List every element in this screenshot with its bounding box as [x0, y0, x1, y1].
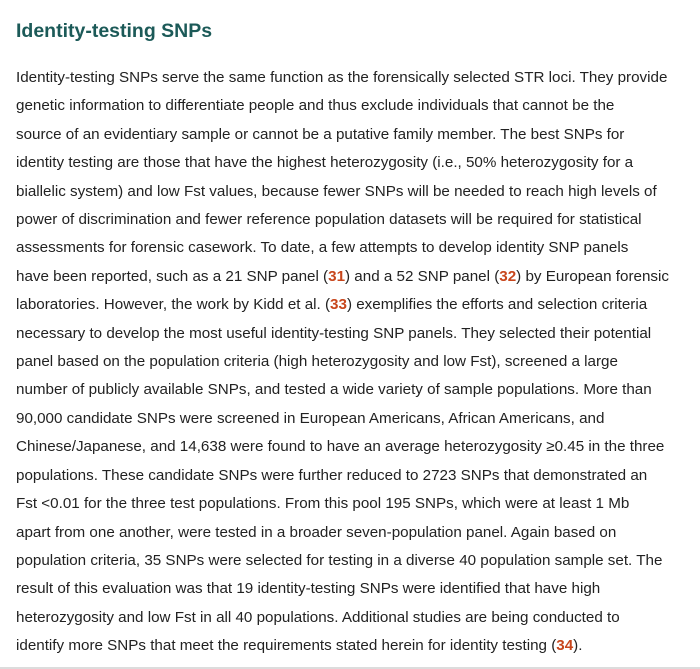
text-line: [16, 291, 692, 319]
text-line: [16, 462, 692, 490]
text-line: [16, 604, 692, 632]
reference-link-31[interactable]: 31: [328, 267, 346, 285]
text-line: [16, 376, 692, 404]
text-line: [16, 575, 692, 603]
text-line: [16, 206, 692, 234]
text-segment: identity testing are those that have the highest heterozygosity (i.e., 50% heterozygosity for a: [16, 154, 634, 172]
text-segment: result of this evaluation was that 19 identity-testing SNPs were identified that have high: [16, 580, 601, 598]
text-segment: biallelic system) and low Fst values, because fewer SNPs will be needed to reach high levels of: [16, 182, 657, 200]
reference-link-33[interactable]: 33: [330, 296, 347, 314]
reference-link-34[interactable]: 34: [556, 637, 574, 655]
text-line: [16, 263, 692, 291]
section-heading: Identity-testing SNPs: [16, 20, 213, 42]
reference-link-32[interactable]: 32: [499, 267, 517, 285]
text-line: [16, 64, 692, 92]
text-line: [16, 92, 692, 120]
text-line: [16, 234, 692, 262]
text-segment: ).: [573, 637, 583, 655]
text-line: [16, 348, 692, 376]
text-segment: Chinese/Japanese, and 14,638 were found to have an average heterozygosity ≥0.45 in the three: [16, 438, 665, 456]
text-segment: population criteria, 35 SNPs were selected for testing in a diverse 40 population sample set. The: [16, 551, 663, 569]
text-segment: populations. These candidate SNPs were further reduced to 2723 SNPs that demonstrated an: [16, 466, 648, 484]
text-segment: heterozygosity and low Fst in all 40 populations. Additional studies are being conducted to: [16, 608, 620, 626]
text-segment: power of discrimination and fewer reference population datasets will be required for statistical: [16, 211, 642, 229]
text-segment: Fst <0.01 for the three test populations. From this pool 195 SNPs, which were at least 1 Mb: [16, 495, 630, 513]
text-line: [16, 490, 692, 518]
text-segment: panel based on the population criteria (high heterozygosity and low Fst), screened a large: [16, 353, 618, 371]
text-segment: Identity-testing SNPs serve the same function as the forensically selected STR loci. They provide: [16, 69, 668, 86]
text-line: [16, 632, 692, 660]
text-segment: source of an evidentiary sample or cannot be a putative family member. The best SNPs for: [16, 125, 625, 143]
text-segment: ) and a 52 SNP panel (: [345, 267, 500, 285]
text-line: [16, 547, 692, 575]
text-line: [16, 433, 692, 461]
text-segment: ) exemplifies the efforts and selection criteria: [346, 296, 648, 314]
text-segment: ) by European forensic: [516, 267, 669, 285]
text-segment: have been reported, such as a 21 SNP panel (: [16, 267, 329, 285]
body-paragraph: [16, 64, 692, 661]
text-segment: laboratories. However, the work by Kidd et al. (: [16, 296, 331, 314]
text-segment: necessary to develop the most useful identity-testing SNP panels. They selected their potential: [16, 324, 652, 342]
text-segment: identify more SNPs that meet the requirements stated herein for identity testing (: [16, 637, 557, 655]
text-segment: apart from one another, were tested in a broader seven-population panel. Again based on: [16, 523, 617, 541]
text-segment: number of publicly available SNPs, and tested a wide variety of sample populations. More than: [16, 381, 652, 399]
text-segment: assessments for forensic casework. To date, a few attempts to develop identity SNP panels: [16, 239, 629, 257]
text-line: [16, 405, 692, 433]
text-line: [16, 178, 692, 206]
text-line: [16, 121, 692, 149]
text-line: [16, 149, 692, 177]
text-line: [16, 519, 692, 547]
text-line: [16, 320, 692, 348]
text-segment: genetic information to differentiate people and thus exclude individuals that cannot be the: [16, 97, 615, 115]
text-segment: 90,000 candidate SNPs were screened in European Americans, African Americans, and: [16, 409, 605, 427]
